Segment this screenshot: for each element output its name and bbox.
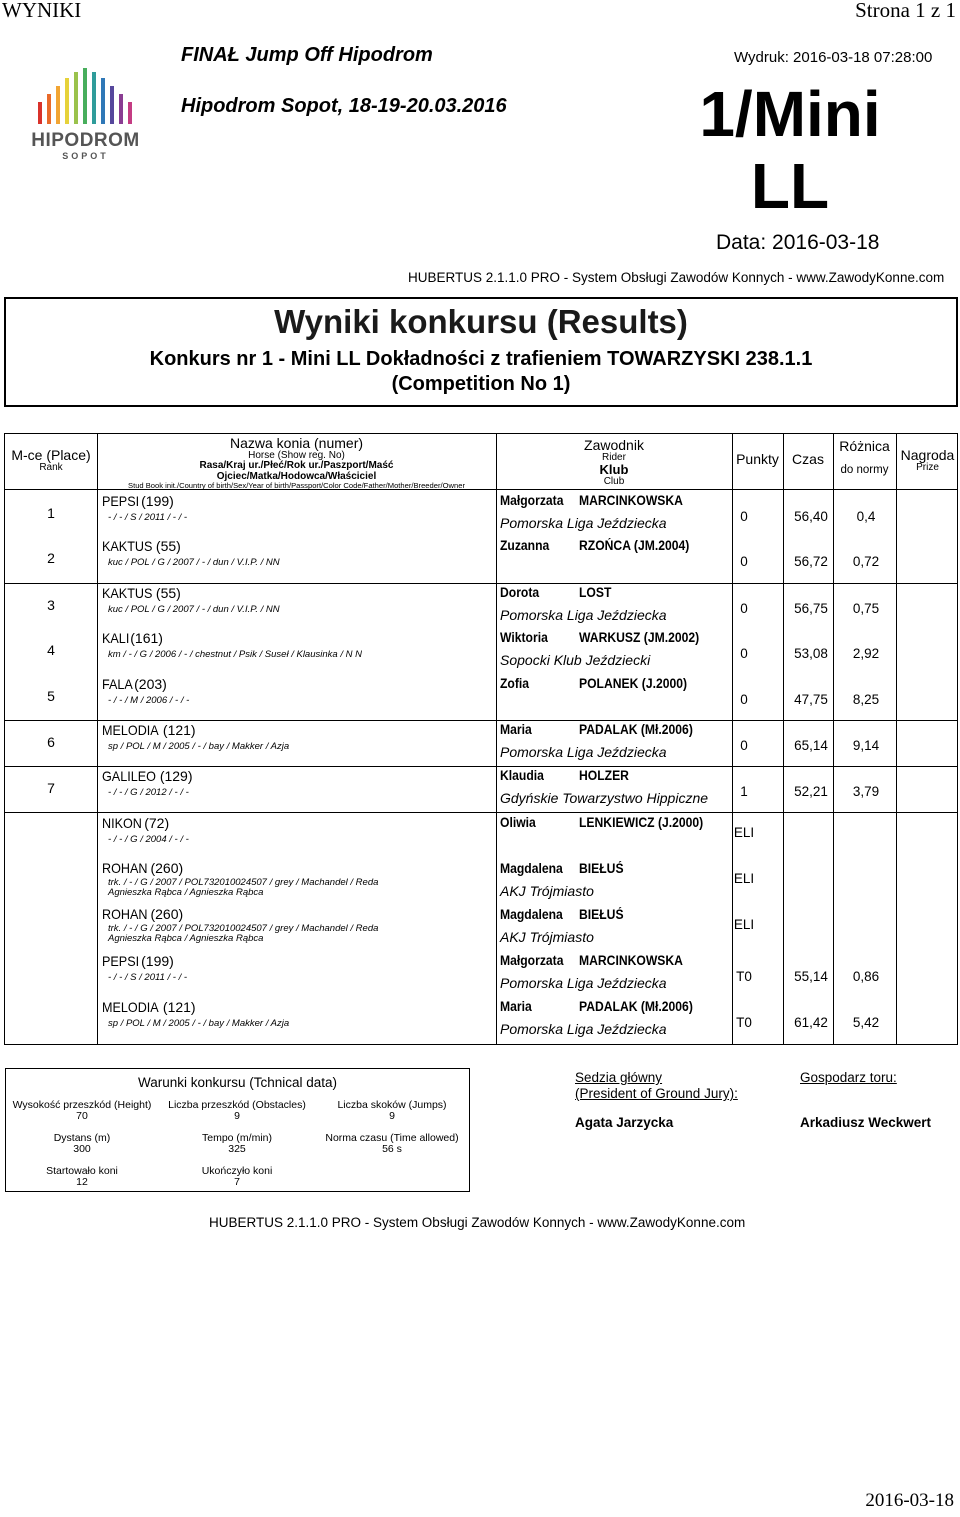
horse-name — [102, 815, 169, 831]
logo-bars-icon — [28, 66, 143, 126]
diff-to-norm: 0,4 — [856, 509, 876, 524]
rider-last-name: HOLZER — [579, 768, 629, 783]
printout-time: Wydruk: 2016-03-18 07:28:00 — [734, 49, 933, 66]
header-horse-sub1: Rasa/Kraj ur./Płeć/Rok ur./Paszport/Maść — [199, 460, 394, 472]
table-row — [5, 860, 957, 906]
club-name: Pomorska Liga Jeździecka — [500, 1021, 667, 1037]
horse-name-text: NIKON — [102, 815, 142, 831]
horse-details: kuc / POL / G / 2007 / - / dun / V.I.P. / NN — [108, 557, 280, 568]
diff-to-norm: 9,14 — [852, 738, 880, 753]
rank: 3 — [47, 597, 55, 613]
club-name: Gdyńskie Towarzystwo Hippiczne — [500, 790, 709, 806]
table-row — [5, 998, 957, 1044]
logo-bar — [38, 102, 42, 124]
software-header: HUBERTUS 2.1.1.0 PRO - System Obsługi Zawodów Konnych - www.ZawodyKonne.com — [408, 270, 945, 285]
rank: 6 — [47, 734, 55, 750]
horse-details: - / - / G / 2004 / - / - — [108, 834, 189, 845]
competition-number: (Competition No 1) — [391, 373, 571, 395]
header-club-en: Club — [603, 475, 625, 487]
club-name: Pomorska Liga Jeździecka — [500, 975, 667, 991]
logo-bar — [101, 78, 105, 124]
horse-number: (199) — [141, 493, 174, 509]
cond-finished-value: 7 — [234, 1176, 240, 1188]
logo-bar — [65, 78, 69, 124]
horse-name-text: MELODIA — [102, 722, 159, 738]
points: T0 — [736, 1015, 752, 1030]
diff-to-norm: 3,79 — [852, 784, 880, 799]
footer-date: 2016-03-18 — [865, 1490, 954, 1511]
horse-details: km / - / G / 2006 / - / chestnut / Psik / Suseł / Klausinka / N N — [108, 649, 362, 660]
logo-sub: SOPOT — [62, 151, 109, 161]
rider-last-name: BIEŁUŚ — [579, 861, 624, 876]
cond-time-allowed-value: 56 s — [382, 1143, 402, 1155]
conditions-title: Warunki konkursu (Tchnical data) — [137, 1075, 338, 1090]
class-title — [660, 78, 920, 222]
rider-first-name: Maria — [500, 722, 532, 737]
rider-last-name: POLANEK (J.2000) — [579, 676, 688, 691]
table-row — [5, 952, 957, 998]
rider-first-name: Wiktoria — [500, 630, 548, 645]
horse-name — [102, 493, 174, 509]
horse-details: trk. / - / G / 2007 / POL732010024507 / grey / Machandel / Reda — [108, 877, 379, 888]
event-venue: Hipodrom Sopot, 18-19-20.03.2016 — [181, 95, 507, 117]
event-name: FINAŁ Jump Off Hipodrom — [181, 44, 433, 66]
header-horse-en: Horse (Show reg. No) — [248, 449, 345, 461]
rider-first-name: Magdalena — [500, 907, 563, 922]
cond-distance-label: Dystans (m) — [53, 1132, 111, 1144]
horse-breeder-owner: Agnieszka Rąbca / Agnieszka Rąbca — [108, 887, 264, 898]
logo-bar — [56, 86, 60, 124]
rider-last-name: PADALAK (Mł.2006) — [579, 722, 693, 737]
class-title-line2: LL — [750, 150, 830, 222]
points: 0 — [740, 646, 748, 661]
rank: 5 — [47, 688, 55, 704]
points: ELI — [733, 917, 755, 932]
club-name: Pomorska Liga Jeździecka — [500, 744, 667, 760]
points: 0 — [740, 601, 748, 616]
horse-details: - / - / M / 2006 / - / - — [108, 695, 190, 706]
horse-breeder-owner: Agnieszka Rąbca / Agnieszka Rąbca — [108, 933, 264, 944]
time: 61,42 — [794, 1015, 828, 1030]
header-diff-sub: do normy — [840, 463, 889, 476]
rank: 4 — [47, 642, 55, 658]
cond-tempo-value: 325 — [228, 1143, 246, 1155]
header-place-label: M-ce (Place) — [11, 447, 91, 463]
points: 0 — [740, 509, 748, 524]
rider-last-name: BIEŁUŚ — [579, 907, 624, 922]
horse-name-text: GALILEO — [102, 768, 156, 784]
horse-details: kuc / POL / G / 2007 / - / dun / V.I.P. / NN — [108, 604, 280, 615]
rider-first-name: Maria — [500, 999, 532, 1014]
horse-number: (121) — [162, 722, 196, 738]
header-horse-sub2: Ojciec/Matka/Hodowca/Właściciel — [216, 470, 377, 482]
cond-tempo-label: Tempo (m/min) — [201, 1132, 272, 1144]
diff-to-norm: 0,75 — [852, 601, 880, 616]
table-row — [5, 675, 957, 721]
table-row — [5, 629, 957, 675]
time: 53,08 — [794, 646, 828, 661]
club-name: AKJ Trójmiasto — [500, 929, 594, 945]
header-place — [5, 448, 97, 473]
document-title: WYNIKI — [2, 0, 82, 22]
header-prize-label: Nagroda — [900, 447, 955, 463]
diff-to-norm: 8,25 — [852, 692, 880, 707]
time: 52,21 — [794, 784, 828, 799]
horse-name — [102, 676, 167, 692]
header-diff-label: Różnica — [839, 438, 890, 454]
diff-to-norm: 2,92 — [852, 646, 880, 661]
host-label: Gospodarz toru: — [800, 1070, 897, 1085]
table-row — [5, 537, 957, 583]
horse-name — [102, 768, 193, 784]
horse-number: (199) — [141, 953, 174, 969]
horse-details: sp / POL / M / 2005 / - / bay / Makker / Azja — [108, 1018, 290, 1029]
club-name: Pomorska Liga Jeździecka — [500, 607, 667, 623]
club-name: Pomorska Liga Jeździecka — [500, 515, 667, 531]
horse-number: (203) — [134, 676, 167, 692]
rider-last-name: MARCINKOWSKA — [579, 493, 683, 508]
horse-name-text: KALI — [102, 630, 130, 646]
cond-started-value: 12 — [76, 1176, 88, 1188]
diff-to-norm: 5,42 — [852, 1015, 880, 1030]
horse-name — [102, 585, 181, 601]
points: 1 — [740, 784, 748, 799]
points: 0 — [740, 554, 748, 569]
header-horse-label: Nazwa konia (numer) — [229, 435, 364, 451]
conditions-box — [5, 1068, 470, 1192]
horse-details: - / - / S / 2011 / - / - — [108, 972, 188, 983]
points: ELI — [733, 825, 755, 840]
rider-first-name: Dorota — [500, 585, 540, 600]
horse-number: (55) — [155, 538, 181, 554]
logo-bar — [83, 68, 87, 124]
header-horse-sub3: Stud Book init./Country of birth/Sex/Year of birth/Passport/Color Code/Father/Mother/Breeder/Owner — [128, 481, 465, 491]
table-row — [5, 721, 957, 767]
rider-last-name: LENKIEWICZ (J.2000) — [579, 815, 704, 830]
header-rider-en: Rider — [602, 451, 626, 463]
time: 65,14 — [794, 738, 828, 753]
time: 56,75 — [794, 601, 828, 616]
header-club-label: Klub — [599, 462, 629, 478]
cond-height-value: 70 — [76, 1110, 88, 1122]
logo-bar — [119, 94, 123, 124]
horse-name-text: PEPSI — [102, 953, 140, 969]
header-rider — [496, 438, 732, 487]
club-name: Sopocki Klub Jeździecki — [500, 652, 651, 668]
table-row — [5, 906, 957, 952]
header-diff — [833, 439, 896, 476]
horse-name-text: MELODIA — [102, 999, 159, 1015]
rider-first-name: Oliwia — [500, 815, 536, 830]
rider-first-name: Zuzanna — [500, 538, 550, 553]
horse-name — [102, 722, 196, 738]
table-row — [5, 814, 957, 860]
rider-last-name: MARCINKOWSKA — [579, 953, 683, 968]
horse-number: (129) — [159, 768, 193, 784]
page-number: Strona 1 z 1 — [855, 0, 956, 22]
club-name: AKJ Trójmiasto — [500, 883, 594, 899]
logo-brand: HIPODROM — [31, 130, 140, 151]
header-place-en: Rank — [39, 461, 63, 473]
horse-name — [102, 630, 163, 646]
cond-started-label: Startowało koni — [46, 1165, 118, 1177]
event-date: Data: 2016-03-18 — [716, 231, 880, 254]
rank: 1 — [47, 505, 55, 521]
time: 55,14 — [794, 969, 828, 984]
cond-time-allowed-label: Norma czasu (Time allowed) — [325, 1132, 459, 1144]
header-horse — [97, 436, 496, 490]
rider-first-name: Magdalena — [500, 861, 563, 876]
judge-name: Agata Jarzycka — [575, 1115, 674, 1130]
points: 0 — [740, 692, 748, 707]
competition-name: Konkurs nr 1 - Mini LL Dokładności z trafieniem TOWARZYSKI 238.1.1 — [149, 348, 813, 370]
horse-name-text: FALA — [102, 676, 133, 692]
hipodrom-logo — [28, 66, 143, 161]
table-row — [5, 492, 957, 538]
cond-obstacles-value: 9 — [234, 1110, 240, 1122]
header-points: Punkty — [736, 451, 779, 467]
points: ELI — [733, 871, 755, 886]
horse-number: (121) — [162, 999, 196, 1015]
logo-bar — [128, 102, 132, 124]
header-rider-label: Zawodnik — [584, 437, 644, 453]
horse-name — [102, 538, 181, 554]
horse-details: - / - / S / 2011 / - / - — [108, 512, 188, 523]
cond-jumps-label: Liczba skoków (Jumps) — [337, 1099, 447, 1111]
cond-height-label: Wysokość przeszkód (Height) — [12, 1099, 152, 1111]
logo-bar — [92, 72, 96, 124]
rank: 2 — [47, 550, 55, 566]
horse-details: sp / POL / M / 2005 / - / bay / Makker / Azja — [108, 741, 290, 752]
rider-last-name: RZOŃCA (JM.2004) — [579, 538, 690, 553]
horse-name — [102, 860, 183, 876]
host-name: Arkadiusz Weckwert — [800, 1115, 932, 1130]
cond-finished-label: Ukończyło koni — [201, 1165, 273, 1177]
horse-name — [102, 999, 196, 1015]
table-row — [5, 584, 957, 630]
rider-first-name: Klaudia — [500, 768, 544, 783]
cond-obstacles-label: Liczba przeszkód (Obstacles) — [168, 1099, 306, 1111]
logo-bar — [74, 72, 78, 124]
diff-to-norm: 0,86 — [852, 969, 880, 984]
table-row — [5, 767, 957, 813]
horse-details: trk. / - / G / 2007 / POL732010024507 / grey / Machandel / Reda — [108, 923, 379, 934]
horse-name — [102, 906, 183, 922]
logo-bar — [47, 94, 51, 124]
horse-name-text: PEPSI — [102, 493, 140, 509]
horse-number: (55) — [155, 585, 181, 601]
time: 56,40 — [794, 509, 828, 524]
points: 0 — [740, 738, 748, 753]
header-prize — [896, 448, 959, 473]
rider-last-name: PADALAK (Mł.2006) — [579, 999, 693, 1014]
rider-first-name: Małgorzata — [500, 493, 564, 508]
horse-name — [102, 953, 174, 969]
cond-jumps-value: 9 — [389, 1110, 395, 1122]
horse-number: (161) — [130, 630, 163, 646]
judge-label: Sedzia główny — [575, 1070, 663, 1085]
results-title: Wyniki konkursu (Results) — [274, 303, 688, 340]
rank: 7 — [47, 780, 55, 796]
time: 47,75 — [794, 692, 828, 707]
class-title-line1: 1/Mini — [699, 78, 881, 150]
rider-first-name: Zofia — [500, 676, 530, 691]
diff-to-norm: 0,72 — [852, 554, 880, 569]
header-prize-en: Prize — [916, 461, 939, 473]
horse-name-text: KAKTUS — [102, 538, 153, 554]
horse-details: - / - / G / 2012 / - / - — [108, 787, 189, 798]
horse-number: (72) — [144, 815, 170, 831]
cond-distance-value: 300 — [73, 1143, 91, 1155]
software-footer: HUBERTUS 2.1.1.0 PRO - System Obsługi Zawodów Konnych - www.ZawodyKonne.com — [209, 1215, 746, 1230]
horse-number: (260) — [150, 906, 184, 922]
rider-last-name: LOST — [579, 585, 612, 600]
results-title-box — [4, 297, 958, 407]
judge-label-en: (President of Ground Jury): — [575, 1086, 738, 1101]
horse-name-text: KAKTUS — [102, 585, 153, 601]
points: T0 — [736, 969, 752, 984]
logo-bar — [110, 86, 114, 124]
horse-name-text: ROHAN — [102, 860, 148, 876]
rider-last-name: WARKUSZ (JM.2002) — [579, 630, 700, 645]
rider-first-name: Małgorzata — [500, 953, 564, 968]
horse-name-text: ROHAN — [102, 906, 148, 922]
time: 56,72 — [794, 554, 828, 569]
horse-number: (260) — [150, 860, 184, 876]
header-time: Czas — [792, 451, 824, 467]
results-table — [4, 433, 958, 1045]
